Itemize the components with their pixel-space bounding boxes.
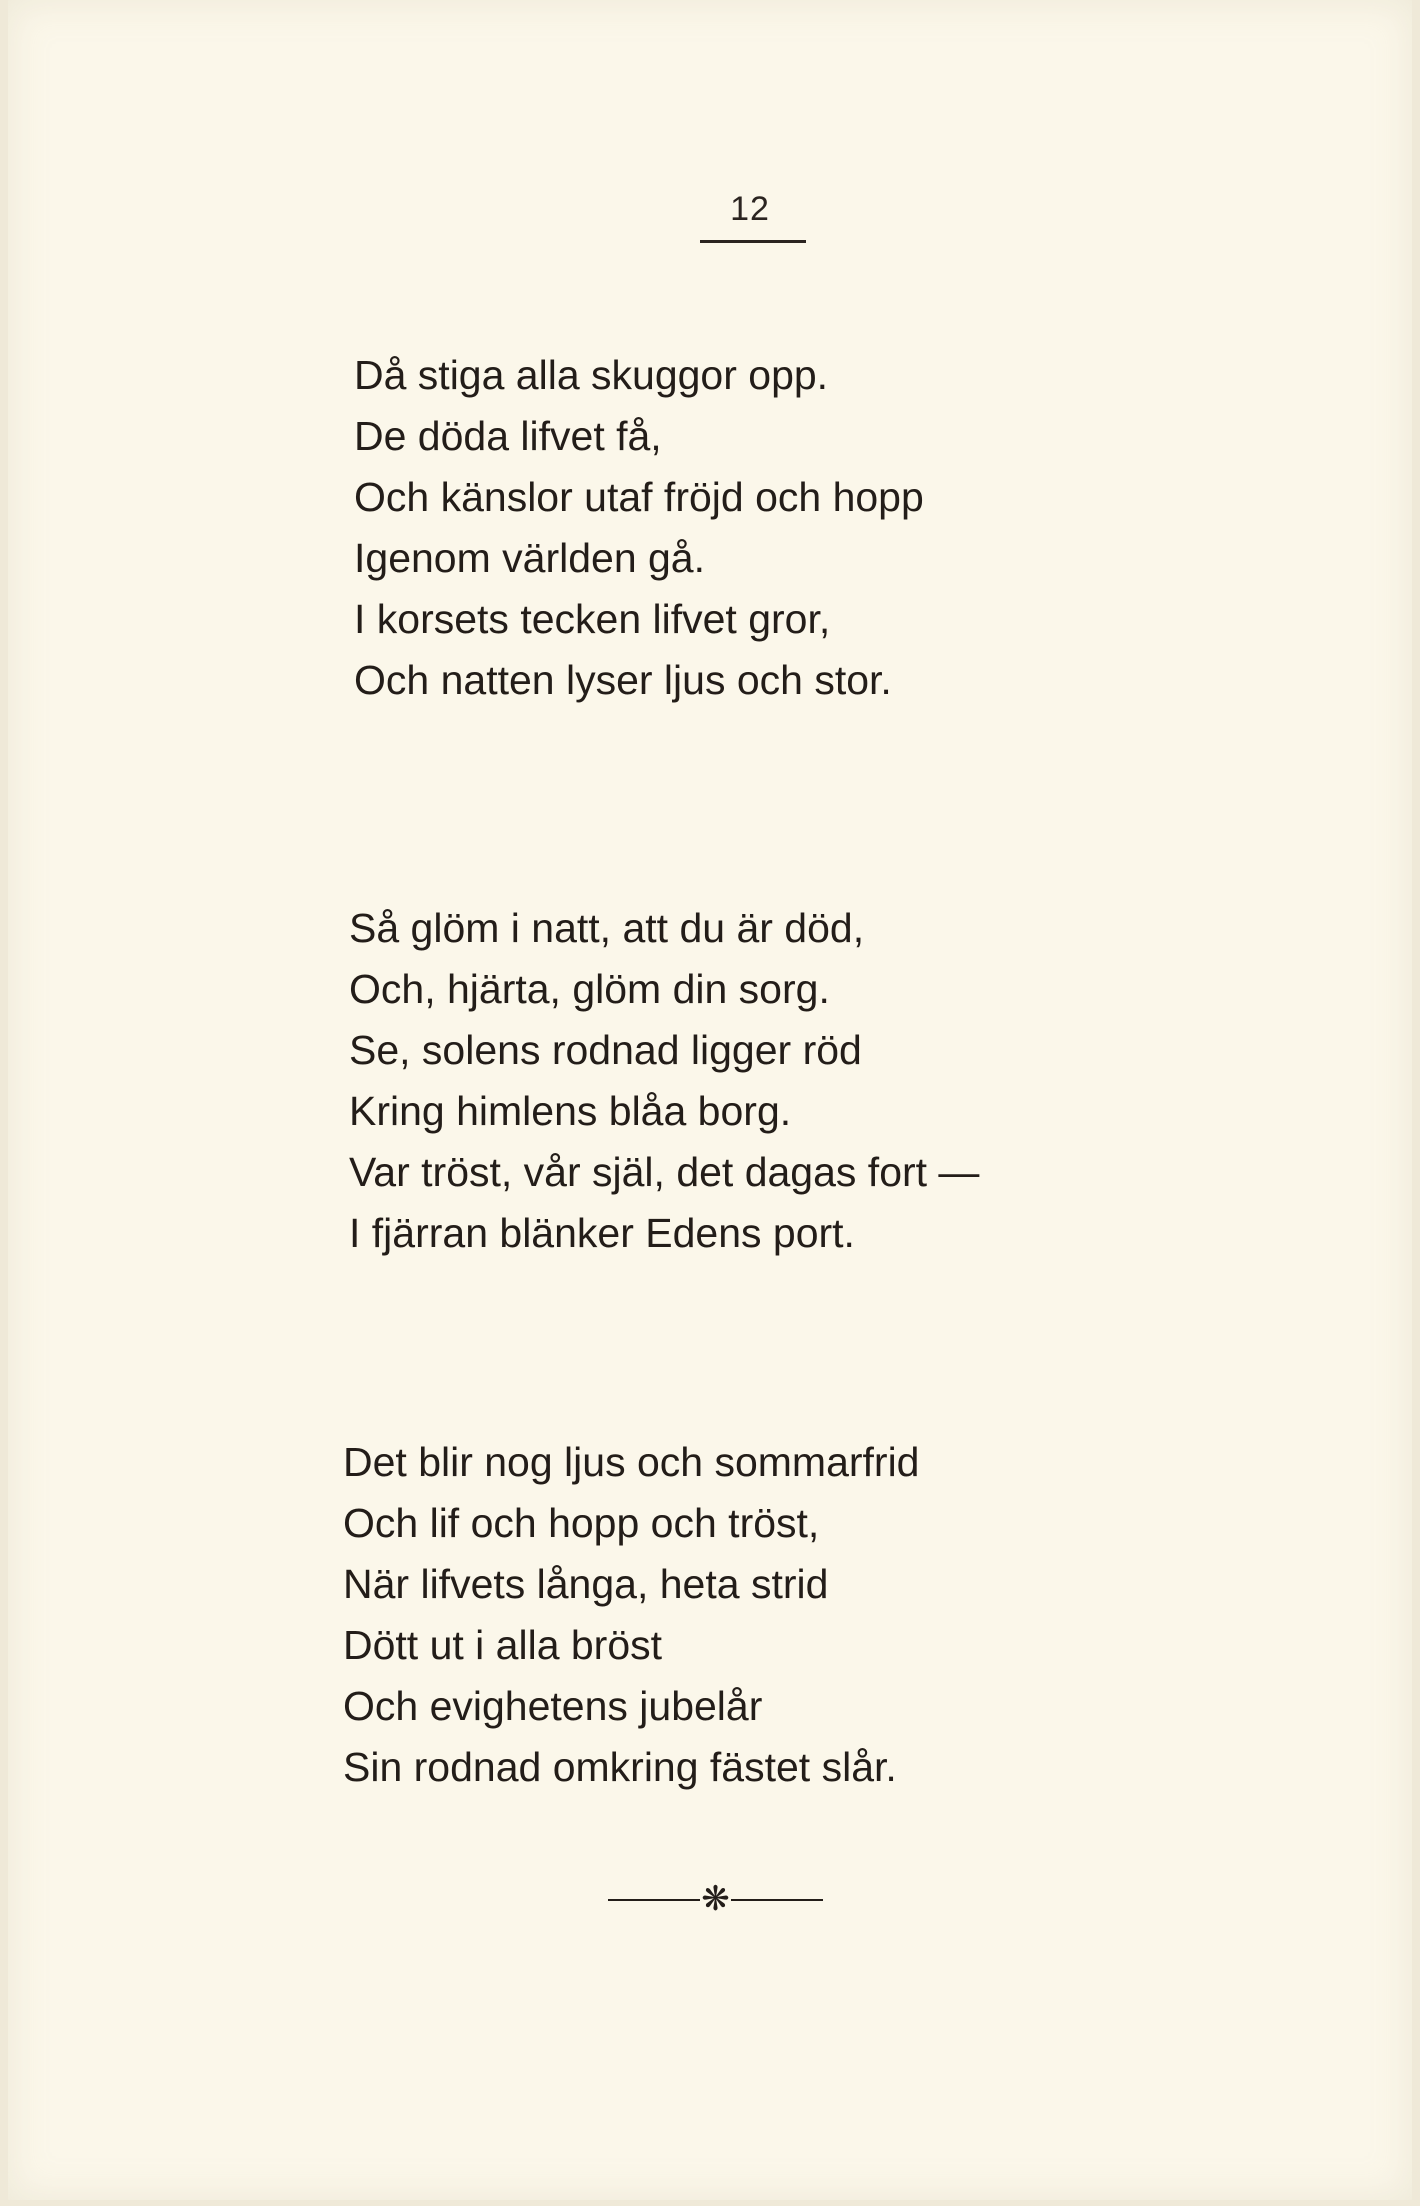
poem-line: Och, hjärta, glöm din sorg. — [349, 966, 830, 1012]
poem-line: Sin rodnad omkring fästet slår. — [343, 1744, 897, 1790]
book-page — [8, 0, 1412, 2200]
poem-line: Se, solens rodnad ligger röd — [349, 1027, 862, 1073]
page-number: 12 — [730, 190, 770, 228]
asterism-ornament-icon: ❋ — [701, 1879, 730, 1919]
poem-stanza-2 — [349, 898, 979, 1264]
page-number-underline — [700, 240, 806, 243]
ornament-rule-left — [608, 1899, 700, 1901]
section-end-ornament — [608, 1870, 823, 1919]
poem-line: Och känslor utaf fröjd och hopp — [354, 474, 924, 520]
poem-line: Kring himlens blåa borg. — [349, 1088, 792, 1134]
poem-line: I korsets tecken lifvet gror, — [354, 596, 831, 642]
poem-line: De döda lifvet få, — [354, 413, 662, 459]
poem-line: Då stiga alla skuggor opp. — [354, 352, 829, 398]
poem-line: Var tröst, vår själ, det dagas fort — — [349, 1149, 980, 1195]
poem-line: Och lif och hopp och tröst, — [343, 1500, 820, 1546]
poem-line: Så glöm i natt, att du är död, — [349, 905, 865, 951]
ornament-rule-right — [731, 1899, 823, 1901]
poem-line: Det blir nog ljus och sommarfrid — [343, 1439, 920, 1485]
poem-line: Och natten lyser ljus och stor. — [354, 657, 892, 703]
poem-line: Igenom världen gå. — [354, 535, 706, 581]
poem-line: Dött ut i alla bröst — [343, 1622, 663, 1668]
poem-line: I fjärran blänker Edens port. — [349, 1210, 855, 1256]
poem-line: När lifvets långa, heta strid — [343, 1561, 829, 1607]
poem-stanza-3 — [343, 1432, 919, 1798]
poem-stanza-1 — [354, 345, 924, 711]
poem-line: Och evighetens jubelår — [343, 1683, 763, 1729]
